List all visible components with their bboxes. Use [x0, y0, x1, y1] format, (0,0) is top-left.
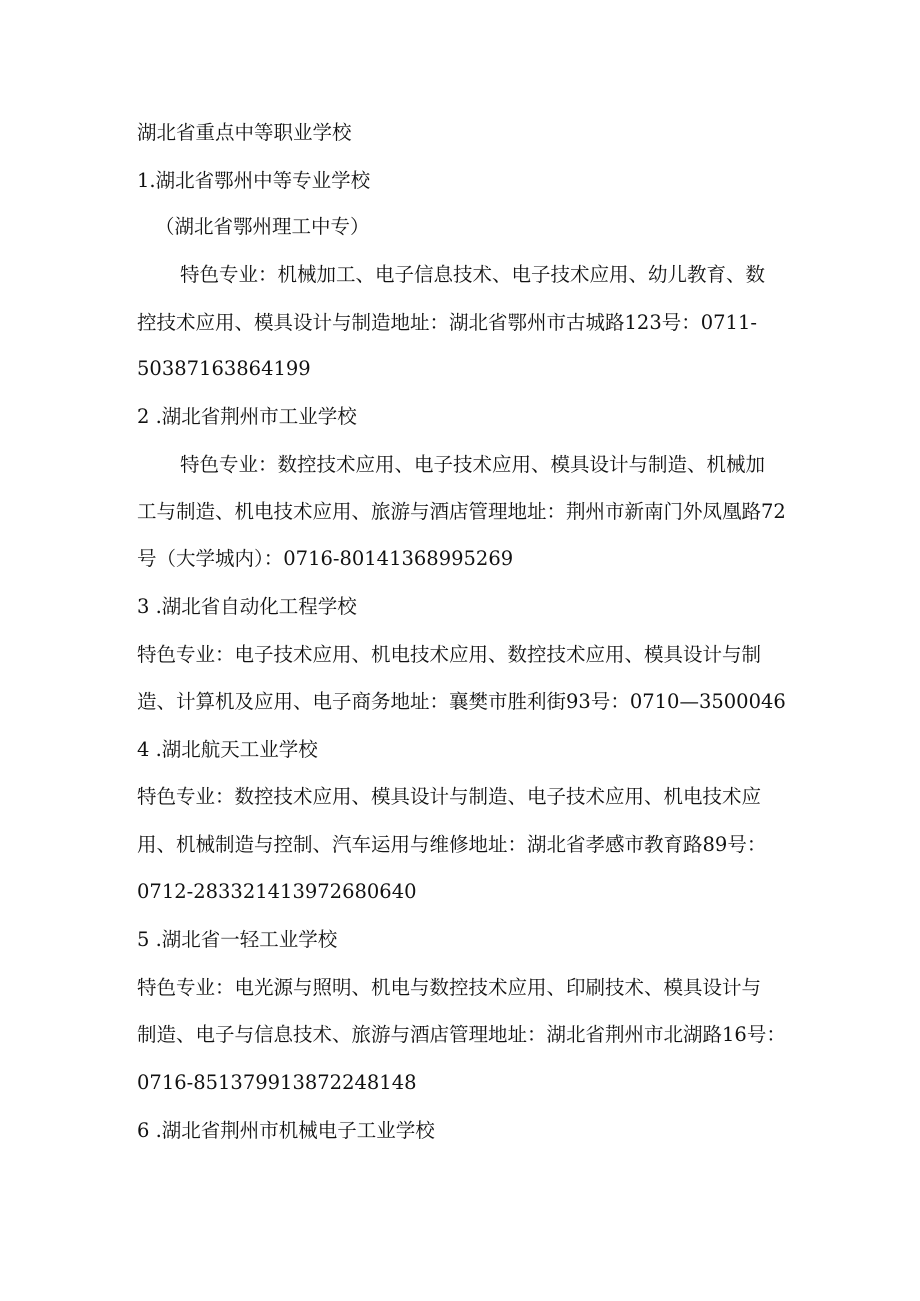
school-1-text-line-2: 控技术应用、模具设计与制造地址：湖北省鄂州市古城路123号：0711-: [137, 311, 757, 334]
school-4-text-line-2: 用、机械制造与控制、汽车运用与维修地址：湖北省孝感市教育路89号：: [137, 833, 767, 856]
school-2-text-line-2: 工与制造、机电技术应用、旅游与酒店管理地址：荆州市新南门外凤凰路72: [137, 500, 786, 523]
school-4-text-line-3: 0712-283321413972680640: [137, 880, 417, 903]
school-5-text-line-1: 特色专业：电光源与照明、机电与数控技术应用、印刷技术、模具设计与: [137, 976, 762, 999]
school-4-text-line-1: 特色专业：数控技术应用、模具设计与制造、电子技术应用、机电技术应: [137, 785, 762, 808]
school-heading-4: 4 .湖北航天工业学校: [137, 738, 318, 761]
school-heading-1: 1.湖北省鄂州中等专业学校: [137, 169, 371, 192]
school-1-text-line-3: 50387163864199: [137, 357, 311, 380]
school-3-text-line-1: 特色专业：电子技术应用、机电技术应用、数控技术应用、模具设计与制: [137, 643, 762, 666]
school-heading-3: 3 .湖北省自动化工程学校: [137, 595, 357, 618]
school-1-text-line-1: 特色专业：机械加工、电子信息技术、电子技术应用、幼儿教育、数: [180, 263, 766, 286]
school-2-text-line-3: 号（大学城内）：0716-80141368995269: [137, 547, 514, 570]
school-5-text-line-2: 制造、电子与信息技术、旅游与酒店管理地址：湖北省荆州市北湖路16号：: [137, 1023, 786, 1046]
school-heading-6: 6 .湖北省荆州市机械电子工业学校: [137, 1119, 435, 1142]
school-2-text-line-1: 特色专业：数控技术应用、电子技术应用、模具设计与制造、机械加: [180, 453, 766, 476]
school-3-text-line-2: 造、计算机及应用、电子商务地址：襄樊市胜利街93号：0710—3500046: [137, 690, 786, 713]
school-alias-1: （湖北省鄂州理工中专）: [155, 215, 370, 238]
page-title: 湖北省重点中等职业学校: [137, 121, 352, 144]
school-heading-2: 2 .湖北省荆州市工业学校: [137, 405, 357, 428]
school-5-text-line-3: 0716-851379913872248148: [137, 1071, 417, 1094]
school-heading-5: 5 .湖北省一轻工业学校: [137, 928, 338, 951]
